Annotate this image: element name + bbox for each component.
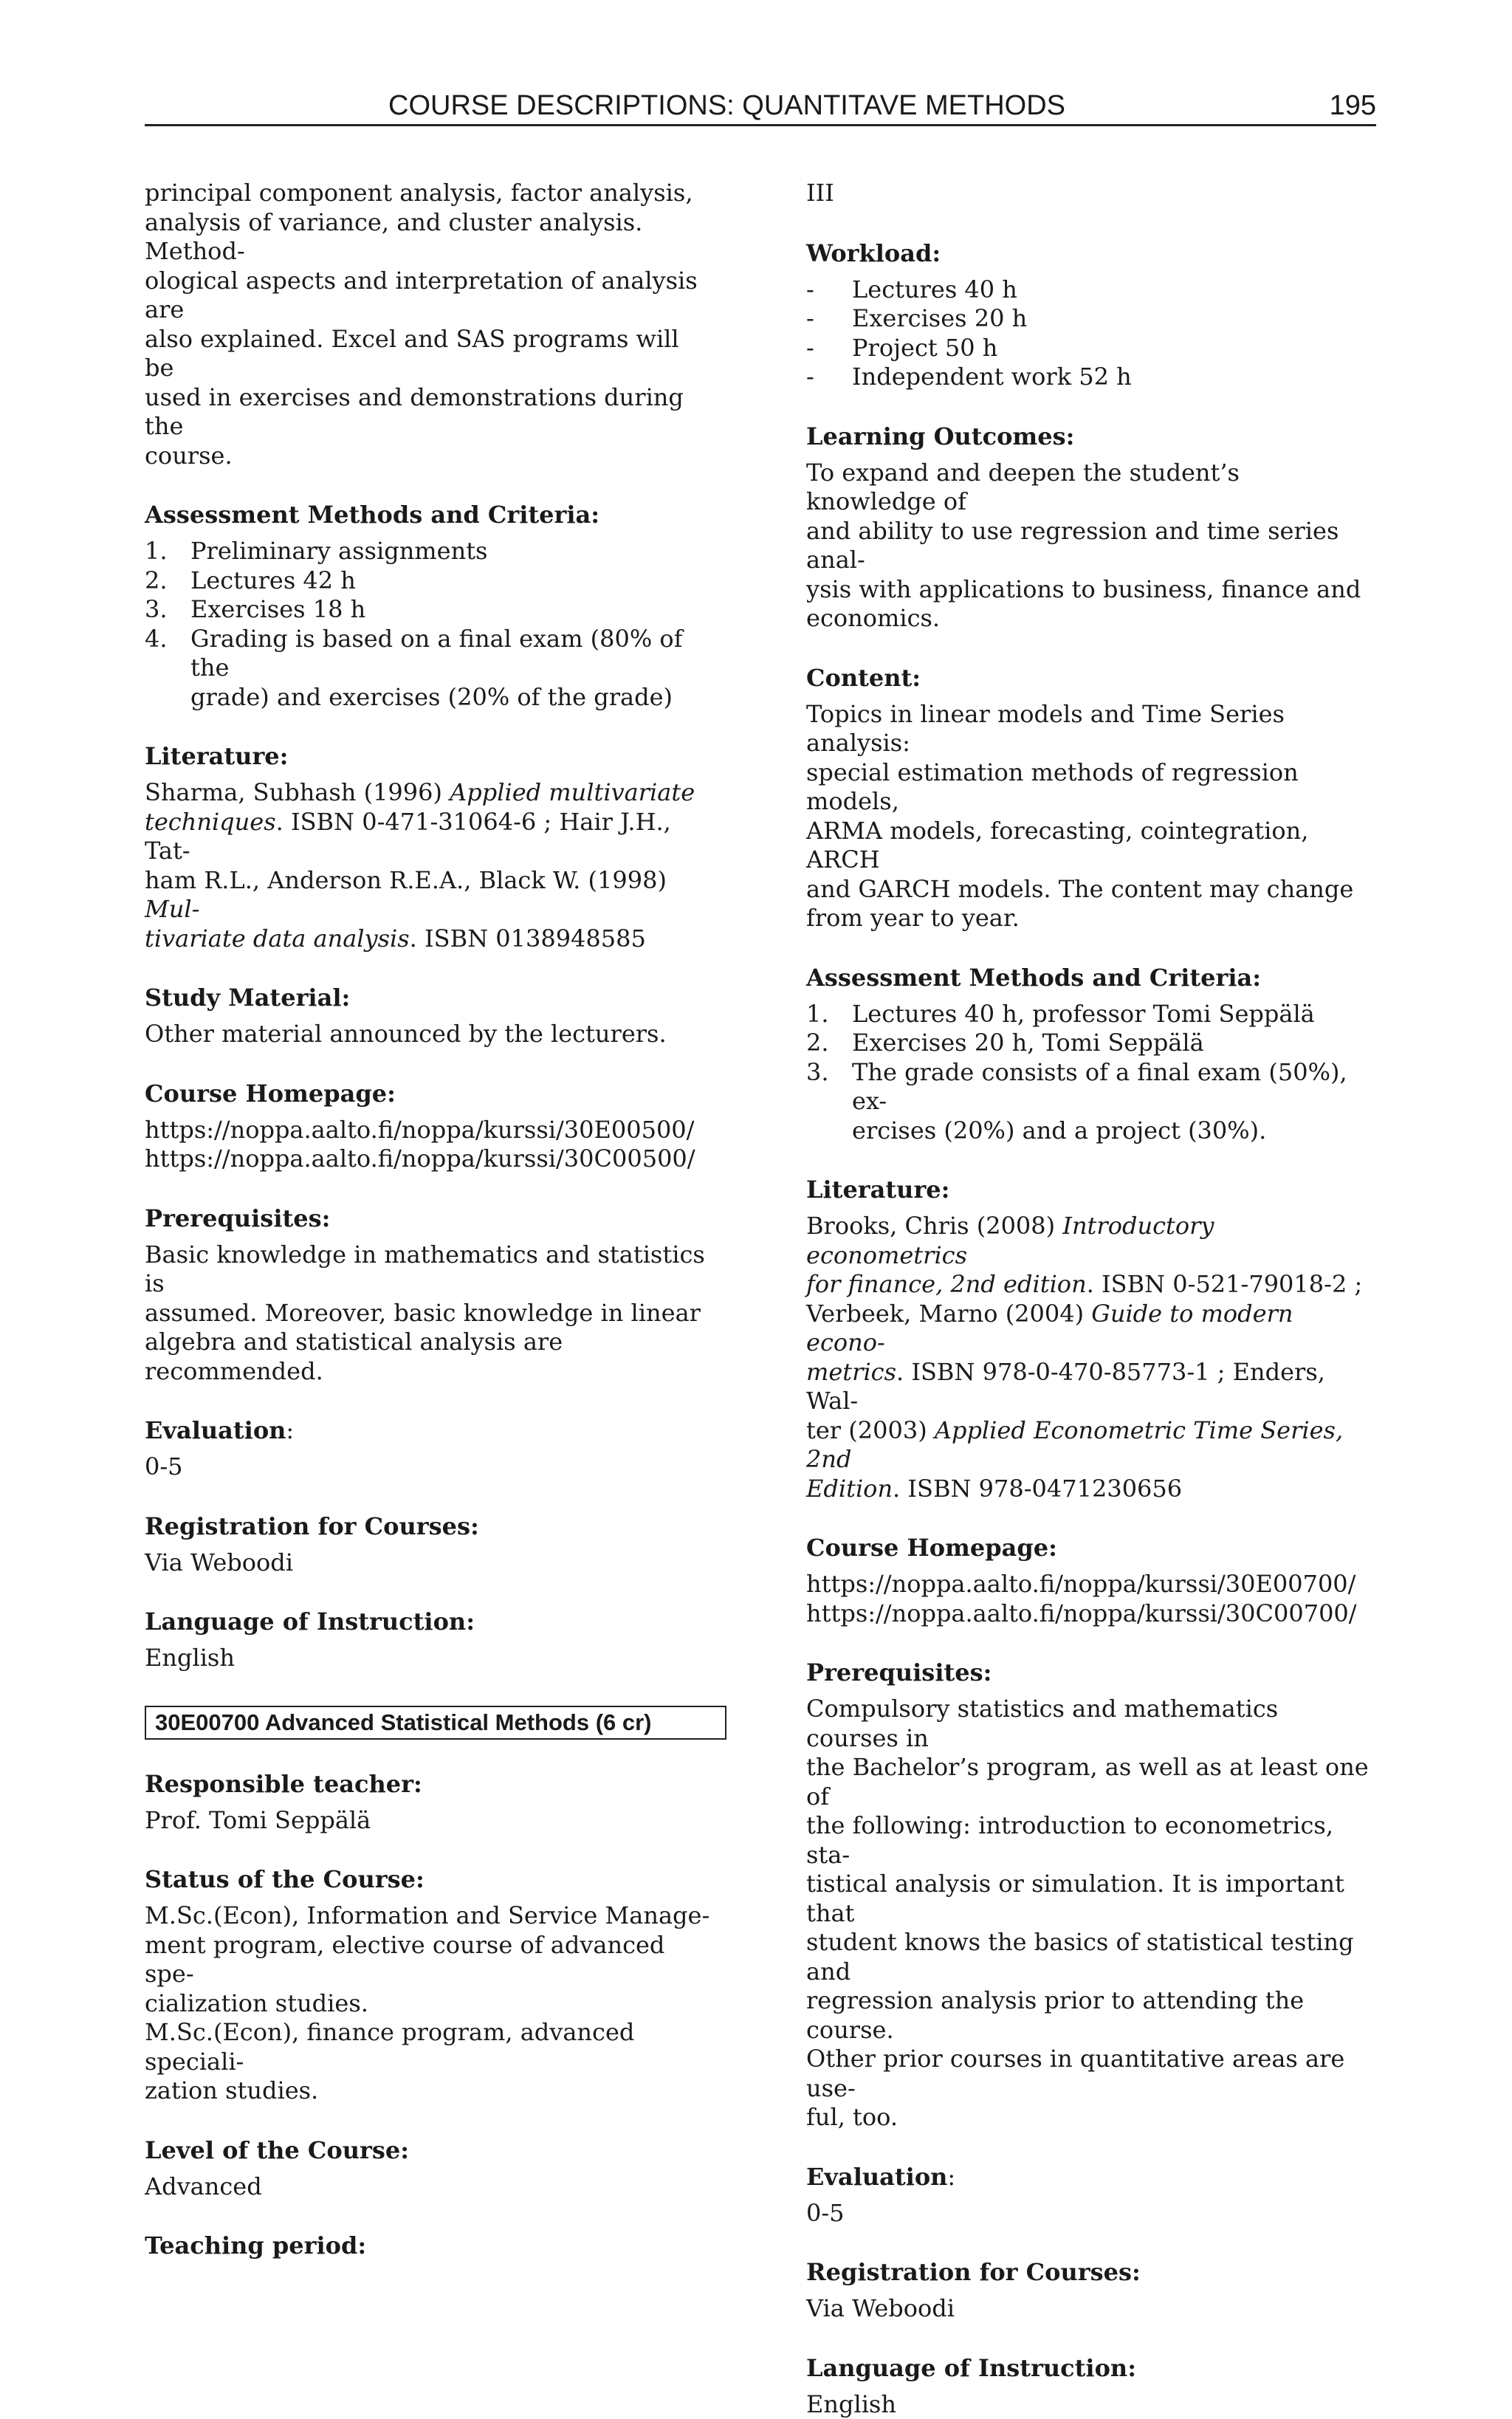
list-text: Exercises 18 h xyxy=(190,595,365,623)
right-column xyxy=(806,179,1375,2419)
list-item xyxy=(145,566,713,596)
content-text xyxy=(806,700,1375,933)
list-text: The grade consists of a final exam (50%), ex- xyxy=(852,1058,1347,1116)
evaluation-value: 0-5 xyxy=(806,2199,1375,2228)
evaluation-value: 0-5 xyxy=(145,1452,713,1482)
prerequisites-text xyxy=(806,1695,1375,2133)
book-title: Mul- xyxy=(145,895,199,923)
text-line: ARMA models, forecasting, cointegration, ARCH xyxy=(806,817,1308,874)
homepage-heading: Course Homepage: xyxy=(145,1079,713,1108)
book-title: for finance, 2nd edition xyxy=(806,1270,1087,1298)
text-line: regression analysis prior to attending the course. xyxy=(806,1986,1304,2044)
left-column xyxy=(145,179,713,2268)
text-line: analysis of variance, and cluster analysis. Method- xyxy=(145,208,642,266)
list-text: ercises (20%) and a project (30%). xyxy=(852,1116,1266,1145)
list-item xyxy=(806,1000,1375,1029)
homepage-links xyxy=(806,1570,1375,1628)
learning-outcomes-heading: Learning Outcomes: xyxy=(806,422,1375,451)
book-title: Introductory econometrics xyxy=(806,1212,1214,1269)
text-line: course. xyxy=(145,442,233,470)
text-line: economics. xyxy=(806,604,940,632)
status-text xyxy=(145,1901,713,2106)
prerequisites-text xyxy=(145,1241,713,1387)
teaching-period-heading: Teaching period: xyxy=(145,2231,713,2260)
registration-heading: Registration for Courses: xyxy=(806,2257,1375,2287)
text-line: special estimation methods of regression models, xyxy=(806,758,1299,816)
content-heading: Content: xyxy=(806,663,1375,693)
text-line: and GARCH models. The content may change xyxy=(806,875,1353,903)
list-dash: - xyxy=(806,363,814,392)
heading-colon: : xyxy=(286,1416,294,1444)
book-title: Guide to modern econo- xyxy=(806,1300,1293,1357)
literature-heading: Literature: xyxy=(145,741,713,771)
list-item xyxy=(806,1029,1375,1058)
text-line: ysis with applications to business, finance and xyxy=(806,575,1361,603)
evaluation-heading xyxy=(806,2162,1375,2192)
list-item xyxy=(145,625,713,713)
registration-heading: Registration for Courses: xyxy=(145,1512,713,1541)
registration-value: Via Weboodi xyxy=(806,2294,1375,2324)
teacher-value: Prof. Tomi Seppälä xyxy=(145,1806,713,1836)
text-line: cialization studies. xyxy=(145,1989,368,2017)
list-item xyxy=(806,304,1375,334)
list-text: Preliminary assignments xyxy=(190,537,487,565)
text-line: M.Sc.(Econ), finance program, advanced speciali- xyxy=(145,2018,634,2076)
list-number: 3. xyxy=(806,1058,829,1088)
literature-text xyxy=(806,1212,1375,1503)
header-title: COURSE DESCRIPTIONS: QUANTITAVE METHODS xyxy=(388,87,1065,124)
level-value: Advanced xyxy=(145,2172,713,2202)
study-material-heading: Study Material: xyxy=(145,983,713,1012)
text-line: principal component analysis, factor analysis, xyxy=(145,179,693,207)
assessment-heading: Assessment Methods and Criteria: xyxy=(145,500,713,529)
text-line: Compulsory statistics and mathematics courses in xyxy=(806,1695,1278,1752)
list-text: Lectures 42 h xyxy=(190,566,356,594)
text-run: . ISBN 0-471-31064-6 ; Hair J.H., Tat- xyxy=(145,808,671,865)
text-line: algebra and statistical analysis are recommended. xyxy=(145,1328,563,1385)
text-run: . ISBN 0-521-79018-2 ; xyxy=(1087,1270,1363,1298)
language-heading: Language of Instruction: xyxy=(145,1607,713,1636)
text-run: ham R.L., Anderson R.E.A., Black W. (1998) xyxy=(145,866,667,894)
assessment-heading: Assessment Methods and Criteria: xyxy=(806,963,1375,992)
list-number: 3. xyxy=(145,595,168,625)
book-title: techniques xyxy=(145,808,276,836)
workload-list xyxy=(806,275,1375,392)
book-title: Applied Econometric Time Series, 2nd xyxy=(806,1416,1343,1474)
text-line: Other prior courses in quantitative areas are use- xyxy=(806,2045,1344,2102)
text-line: student knows the basics of statistical testing and xyxy=(806,1928,1354,1986)
text-line: ment program, elective course of advanced spe- xyxy=(145,1931,664,1989)
homepage-link[interactable]: https://noppa.aalto.fi/noppa/kurssi/30E00500/ xyxy=(145,1116,713,1145)
list-text: Exercises 20 h xyxy=(852,304,1027,332)
list-text: Grading is based on a final exam (80% of the xyxy=(190,625,683,682)
assessment-list xyxy=(806,1000,1375,1146)
language-value: English xyxy=(145,1644,713,1673)
learning-outcomes-text xyxy=(806,459,1375,634)
homepage-link[interactable]: https://noppa.aalto.fi/noppa/kurssi/30E00700/ xyxy=(806,1570,1375,1599)
text-run: . ISBN 978-0471230656 xyxy=(893,1475,1182,1503)
list-text: grade) and exercises (20% of the grade) xyxy=(190,683,673,711)
literature-heading: Literature: xyxy=(806,1175,1375,1204)
text-line: tistical analysis or simulation. It is important that xyxy=(806,1870,1344,1927)
text-line: assumed. Moreover, basic knowledge in linear xyxy=(145,1299,701,1327)
text-line: from year to year. xyxy=(806,904,1020,932)
text-line: the following: introduction to econometrics, sta- xyxy=(806,1811,1333,1869)
text-run: . ISBN 0138948585 xyxy=(410,924,646,953)
book-title: Applied multivariate xyxy=(450,778,695,806)
text-line: M.Sc.(Econ), Information and Service Manage- xyxy=(145,1901,709,1929)
text-run: Verbeek, Marno (2004) xyxy=(806,1300,1091,1328)
text-line: also explained. Excel and SAS programs will be xyxy=(145,325,679,382)
prerequisites-heading: Prerequisites: xyxy=(806,1658,1375,1687)
study-material-text: Other material announced by the lecturers. xyxy=(145,1020,713,1049)
evaluation-heading xyxy=(145,1416,713,1445)
heading-text: Evaluation xyxy=(806,2163,947,2191)
list-number: 2. xyxy=(806,1029,829,1058)
list-text: Project 50 h xyxy=(852,334,997,362)
text-line: the Bachelor’s program, as well as at least one of xyxy=(806,1753,1369,1811)
list-item xyxy=(806,334,1375,363)
list-number: 2. xyxy=(145,566,168,596)
list-number: 4. xyxy=(145,625,168,654)
list-dash: - xyxy=(806,275,814,305)
text-run: Brooks, Chris (2008) xyxy=(806,1212,1062,1240)
homepage-link[interactable]: https://noppa.aalto.fi/noppa/kurssi/30C00700/ xyxy=(806,1599,1375,1629)
text-line: Topics in linear models and Time Series analysis: xyxy=(806,700,1285,758)
text-run: Sharma, Subhash (1996) xyxy=(145,778,450,806)
status-heading: Status of the Course: xyxy=(145,1864,713,1894)
book-title: tivariate data analysis xyxy=(145,924,410,953)
assessment-list xyxy=(145,537,713,712)
text-line: To expand and deepen the student’s knowledge of xyxy=(806,459,1240,516)
text-line: and ability to use regression and time series anal- xyxy=(806,517,1339,574)
list-text: Independent work 52 h xyxy=(852,363,1132,391)
homepage-links xyxy=(145,1116,713,1174)
intro-paragraph xyxy=(145,179,713,470)
page-number: 195 xyxy=(1330,87,1376,124)
running-header xyxy=(145,87,1376,126)
homepage-link[interactable]: https://noppa.aalto.fi/noppa/kurssi/30C00500/ xyxy=(145,1145,713,1174)
text-line: Basic knowledge in mathematics and statistics is xyxy=(145,1241,705,1298)
list-text: Lectures 40 h, professor Tomi Seppälä xyxy=(852,1000,1315,1028)
list-item xyxy=(145,537,713,566)
workload-heading: Workload: xyxy=(806,239,1375,268)
text-line: ful, too. xyxy=(806,2103,898,2131)
text-run: ter (2003) xyxy=(806,1416,935,1444)
list-item xyxy=(806,1058,1375,1146)
list-item xyxy=(145,595,713,625)
list-text: Lectures 40 h xyxy=(852,275,1017,303)
list-number: 1. xyxy=(145,537,168,566)
teaching-period-value: III xyxy=(806,179,1375,208)
text-line: ological aspects and interpretation of analysis are xyxy=(145,267,698,324)
heading-colon: : xyxy=(947,2163,955,2191)
list-item xyxy=(806,363,1375,392)
language-heading: Language of Instruction: xyxy=(806,2353,1375,2383)
text-line: used in exercises and demonstrations during the xyxy=(145,383,684,441)
level-heading: Level of the Course: xyxy=(145,2135,713,2165)
book-title: Edition xyxy=(806,1475,893,1503)
homepage-heading: Course Homepage: xyxy=(806,1533,1375,1562)
course-title-box: 30E00700 Advanced Statistical Methods (6 cr) xyxy=(145,1706,726,1740)
literature-text xyxy=(145,778,713,953)
language-value: English xyxy=(806,2390,1375,2419)
text-run: . ISBN 978-0-470-85773-1 ; Enders, Wal- xyxy=(806,1358,1325,1416)
teacher-heading: Responsible teacher: xyxy=(145,1769,713,1799)
text-line: zation studies. xyxy=(145,2076,318,2104)
list-dash: - xyxy=(806,304,814,334)
list-dash: - xyxy=(806,334,814,363)
list-item xyxy=(806,275,1375,305)
heading-text: Evaluation xyxy=(145,1416,286,1444)
list-text: Exercises 20 h, Tomi Seppälä xyxy=(852,1029,1204,1057)
prerequisites-heading: Prerequisites: xyxy=(145,1204,713,1233)
book-title: metrics xyxy=(806,1358,896,1386)
list-number: 1. xyxy=(806,1000,829,1029)
registration-value: Via Weboodi xyxy=(145,1548,713,1578)
